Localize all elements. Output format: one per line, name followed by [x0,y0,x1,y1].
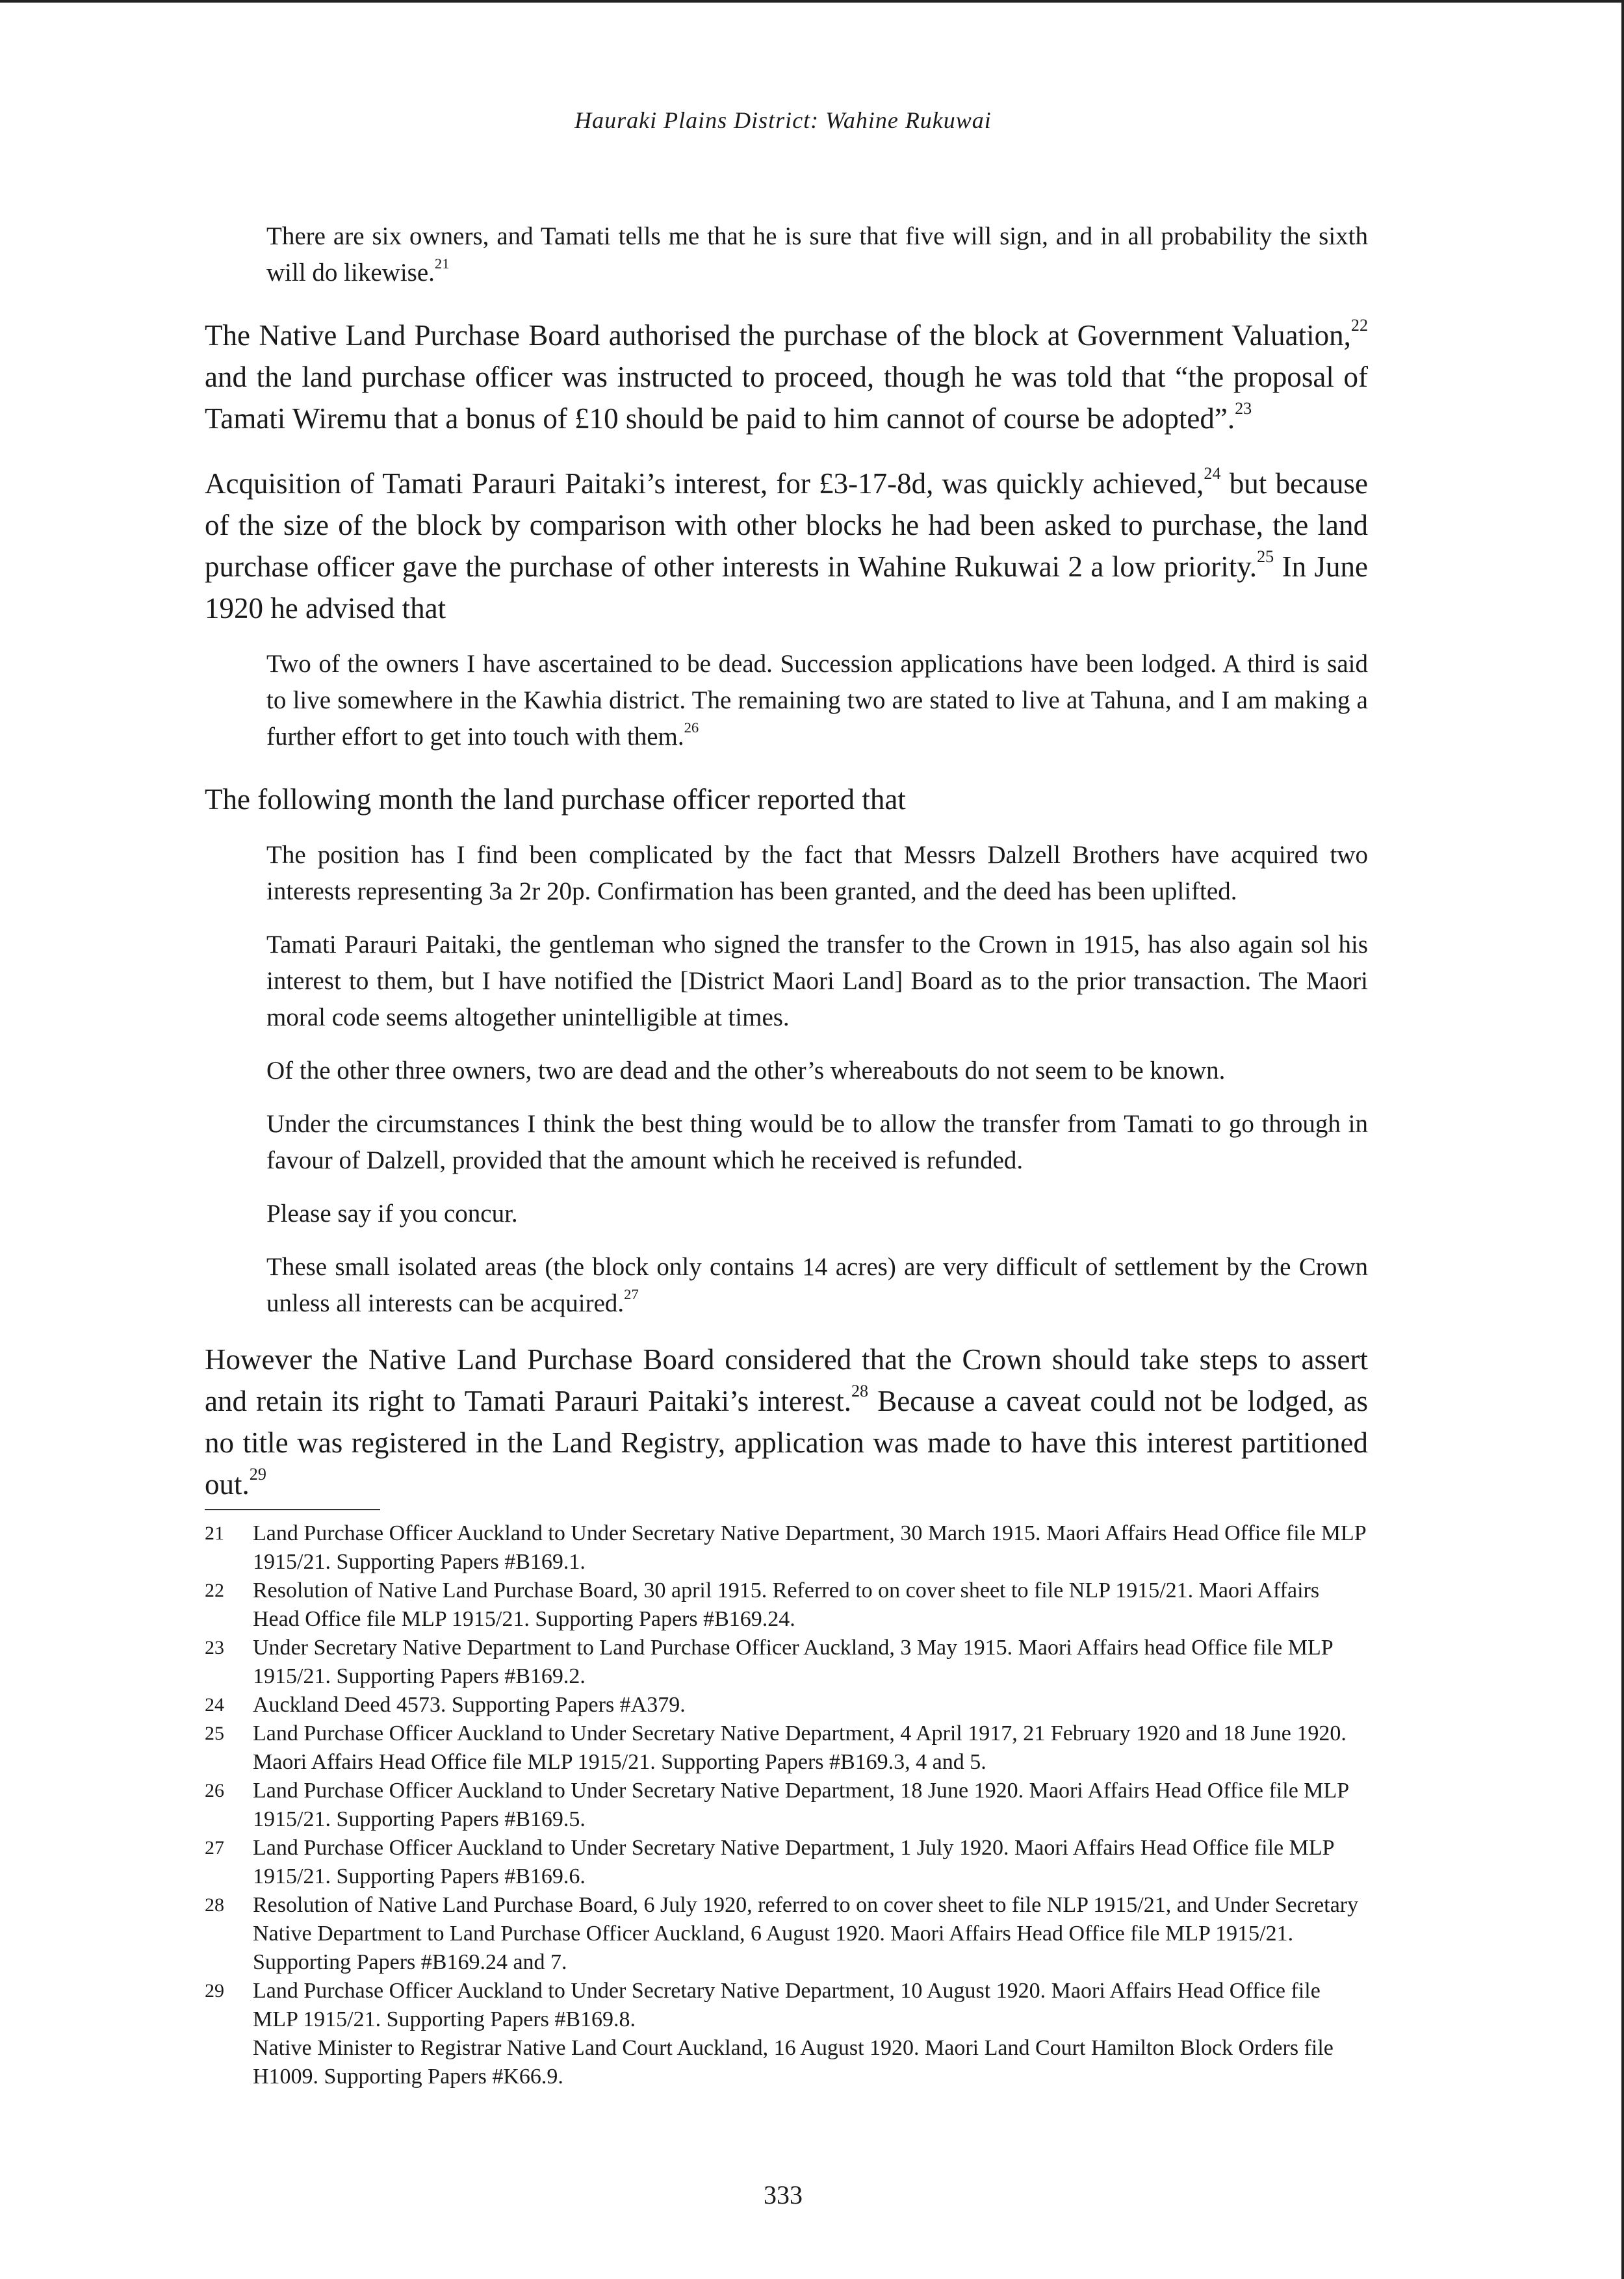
block-quote-3-p1: The position has I find been complicated by the fact that Messrs Dalzell Brothers have acquired two interests representing 3a 2r 20p. Confirmation has been granted, and the deed has been uplifted. [266,841,1368,905]
footnote-number: 29 [205,1980,224,2002]
footnote-text: Auckland Deed 4573. Supporting Papers #A379. [253,1693,686,1717]
block-quote-3-p3: Of the other three owners, two are dead and the other’s whereabouts do not seem to be known. [266,1057,1226,1085]
block-quote-3-p6 [266,1249,1368,1322]
footnote-divider [205,1509,380,1510]
footnote-item [205,1891,1368,1977]
running-head: Hauraki Plains District: Wahine Rukuwai [574,107,992,133]
footnote-ref[interactable]: 25 [1257,547,1274,566]
footnote-ref[interactable]: 22 [1350,315,1368,335]
footnote-item [205,1577,1368,1634]
footnote-text: Land Purchase Officer Auckland to Under Secretary Native Department, 30 March 1915. Maori Affairs Head Office file MLP 1915/21. Supporting Papers #B169.1. [253,1521,1366,1574]
paragraph-text: The Native Land Purchase Board authorised the purchase of the block at Government Valuation, [205,319,1351,352]
footnote-text: Land Purchase Officer Auckland to Under Secretary Native Department, 10 August 1920. Maori Affairs Head Office file MLP 1915/21. Supporting Papers #B169.8. [253,1979,1321,2031]
footnote-number: 27 [205,1837,224,1859]
block-quote-3-p2: Tamati Parauri Paitaki, the gentleman who signed the transfer to the Crown in 1915, has also again sol his interest to them, but I have notified the [District Maori Land] Board as to the prior transaction. The Maori moral code seems altogether unintelligible at times. [266,931,1368,1031]
quote-text: There are six owners, and Tamati tells me that he is sure that five will sign, and in all probability the sixth will do likewise. [266,222,1368,287]
footnote-number: 24 [205,1694,224,1716]
main-text [205,218,1368,1505]
footnote-number: 28 [205,1894,224,1916]
footnote-item [205,1977,1368,2034]
block-quote-3-p4: Under the circumstances I think the best thing would be to allow the transfer from Tamati to go through in favour of Dalzell, provided that the amount which he received is refunded. [266,1110,1368,1174]
quote-text: These small isolated areas (the block only contains 14 acres) are very difficult of settlement by the Crown unless all interests can be acquired. [266,1253,1368,1317]
paragraph-1 [205,315,1368,439]
footnote-text: Land Purchase Officer Auckland to Under Secretary Native Department, 1 July 1920. Maori Affairs Head Office file MLP 1915/21. Supporting Papers #B169.6. [253,1836,1334,1888]
footnote-item [205,1634,1368,1691]
paragraph-text: Acquisition of Tamati Parauri Paitaki’s interest, for £3-17-8d, was quickly achieved, [205,467,1204,500]
footnote-ref[interactable]: 27 [624,1285,639,1302]
quote-text: Two of the owners I have ascertained to be dead. Succession applications have been lodged. A third is said to live somewhere in the Kawhia district. The remaining two are stated to live at Tahuna, and I am making a further effort to get into touch with them. [266,650,1368,751]
footnote-ref[interactable]: 21 [434,255,450,272]
paragraph-3: The following month the land purchase officer reported that [205,783,906,816]
footnote-item [205,1719,1368,1777]
paragraph-text: and the land purchase officer was instructed to proceed, though he was told that “the proposal of Tamati Wiremu that a bonus of £10 should be paid to him cannot of course be adopted”. [205,361,1368,435]
paragraph-text: Because a caveat could not be lodged, as no title was registered in the Land Registry, application was made to have this interest partitioned out. [205,1385,1368,1500]
footnote-number: 23 [205,1637,224,1658]
footnote-ref[interactable]: 28 [851,1381,869,1400]
footnote-continuation: Native Minister to Registrar Native Land Court Auckland, 16 August 1920. Maori Land Court Hamilton Block Orders file H1009. Supporting Papers #K66.9. [253,2036,1334,2089]
footnote-number: 21 [205,1523,224,1544]
footnote-item [205,1691,1368,1719]
footnote-text: Resolution of Native Land Purchase Board, 30 april 1915. Referred to on cover sheet to file NLP 1915/21. Maori Affairs Head Office file MLP 1915/21. Supporting Papers #B169.24. [253,1578,1320,1631]
block-quote-2 [266,646,1368,755]
footnote-number: 22 [205,1580,224,1601]
footnote-number: 25 [205,1723,224,1744]
footnote-text: Land Purchase Officer Auckland to Under Secretary Native Department, 18 June 1920. Maori Affairs Head Office file MLP 1915/21. Supporting Papers #B169.5. [253,1779,1348,1831]
footnote-text: Land Purchase Officer Auckland to Under Secretary Native Department, 4 April 1917, 21 February 1920 and 18 June 1920. Maori Affairs Head Office file MLP 1915/21. Supporting Papers #B169.3, 4 and 5. [253,1721,1347,1774]
footnote-item [205,1777,1368,1834]
paragraph-4 [205,1339,1368,1505]
footnote-number: 26 [205,1780,224,1801]
footnote-item [205,1519,1368,1577]
paragraph-text: In June 1920 he advised that [205,550,1368,624]
block-quote-3-p5: Please say if you concur. [266,1200,518,1228]
paragraph-text: but because of the size of the block by comparison with other blocks he had been asked to purchase, the land purchase officer gave the purchase of other interests in Wahine Rukuwai 2 a low priority. [205,467,1368,583]
footnotes [205,1519,1368,2091]
page-number: 333 [764,2180,803,2209]
footnote-ref[interactable]: 26 [684,719,699,736]
paragraph-2 [205,463,1368,629]
footnote-text: Resolution of Native Land Purchase Board, 6 July 1920, referred to on cover sheet to file NLP 1915/21, and Under Secretary Native Department to Land Purchase Officer Auckland, 6 August 1920. Maori Affairs Head Office file MLP 1915/21. Supporting Papers #B169.24 and 7. [253,1893,1359,1974]
paragraph-text: However the Native Land Purchase Board considered that the Crown should take steps to assert and retain its right to Tamati Parauri Paitaki’s interest. [205,1343,1368,1417]
block-quote-1 [266,218,1368,291]
footnote-item [205,1834,1368,1891]
footnote-ref[interactable]: 29 [249,1464,266,1484]
footnote-ref[interactable]: 24 [1204,463,1221,483]
footnote-ref[interactable]: 23 [1235,398,1252,418]
footnote-text: Under Secretary Native Department to Land Purchase Officer Auckland, 3 May 1915. Maori Affairs head Office file MLP 1915/21. Supporting Papers #B169.2. [253,1636,1333,1688]
